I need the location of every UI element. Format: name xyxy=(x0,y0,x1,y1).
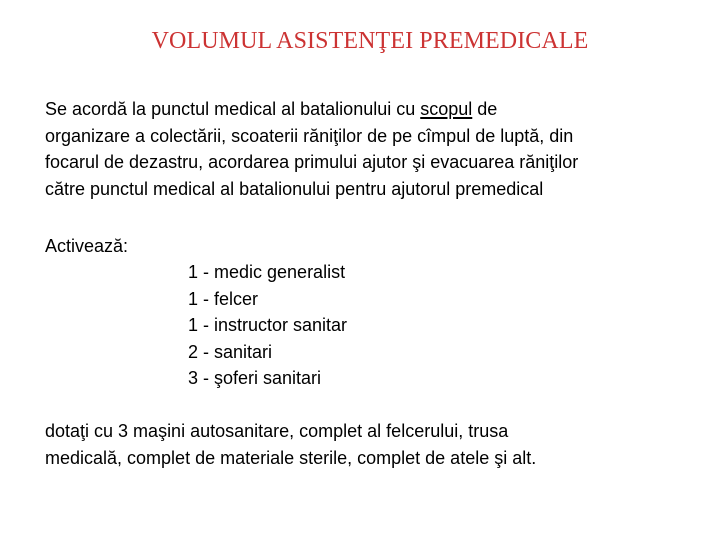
activates-label: Activează: xyxy=(45,236,129,256)
list-item: 1 - instructor sanitar xyxy=(188,315,348,335)
list-item: 1 - medic generalist xyxy=(188,262,346,282)
equipment-line-2: medicală, complet de materiale sterile, complet de atele şi alt. xyxy=(45,447,537,468)
intro-line-1-end: de xyxy=(472,99,498,119)
intro-line-3: focarul de dezastru, acordarea primului ajutor şi evacuarea răniţilor xyxy=(45,152,579,172)
equipment-paragraph xyxy=(45,418,685,471)
staff-list xyxy=(188,259,347,392)
underlined-word: scopul xyxy=(420,99,473,119)
list-item: 2 - sanitari xyxy=(188,341,273,362)
equipment-line-1: dotaţi cu 3 maşini autosanitare, complet al felcerului, trusa xyxy=(45,421,509,441)
intro-line-1 xyxy=(45,96,685,123)
intro-line-4: către punctul medical al batalionului pentru ajutorul premedical xyxy=(45,178,544,199)
intro-paragraph xyxy=(45,96,685,202)
list-item: 3 - şoferi sanitari xyxy=(188,368,322,388)
intro-line-2: organizare a colectării, scoaterii răniţilor de pe cîmpul de luptă, din xyxy=(45,125,574,146)
intro-line-1-start: Se acordă la punctul medical al batalionului cu xyxy=(45,99,421,119)
list-item: 1 - felcer xyxy=(188,288,259,309)
slide-title: VOLUMUL ASISTENŢEI PREMEDICALE xyxy=(151,28,589,54)
